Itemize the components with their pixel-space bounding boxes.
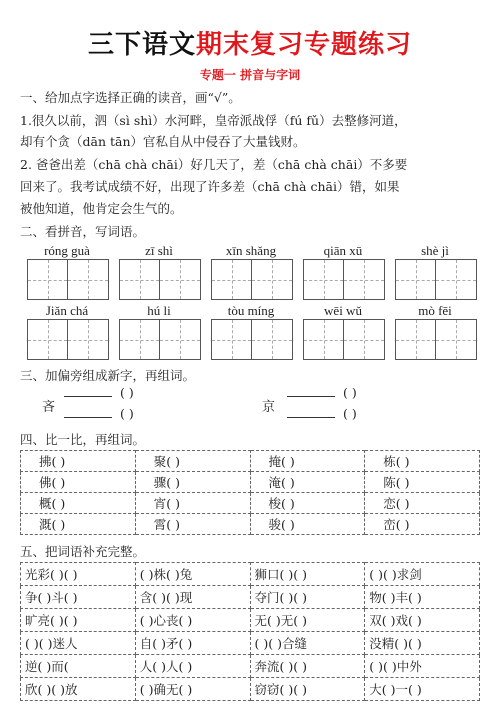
section5-heading: 五、把词语补充完整。 xyxy=(20,544,146,559)
table-row xyxy=(21,472,480,493)
pinyin: xīn shǎng xyxy=(225,243,277,258)
q1-line2: 却有个贪（dān tān）官私自从中侵吞了大量钱财。 xyxy=(20,134,306,149)
table-row xyxy=(21,586,480,609)
compare-cell[interactable]: 霄( ) xyxy=(135,514,250,535)
compare-cell[interactable]: 骏( ) xyxy=(250,514,365,535)
idiom-cell[interactable]: 狮口( )( ) xyxy=(250,563,365,586)
idiom-cell[interactable]: ( )确无( ) xyxy=(135,678,250,701)
compare-cell[interactable]: 淹( ) xyxy=(250,472,365,493)
section4-heading: 四、比一比，再组词。 xyxy=(20,432,146,447)
word-paren: ( ) xyxy=(120,385,134,400)
compare-cell[interactable]: 恋( ) xyxy=(365,493,480,514)
table-row xyxy=(21,493,480,514)
pinyin: hú li xyxy=(147,303,171,318)
writing-grid[interactable] xyxy=(119,259,201,300)
writing-grid[interactable] xyxy=(119,319,201,360)
writing-grid[interactable] xyxy=(303,319,385,360)
compose-row[interactable] xyxy=(64,405,134,421)
idiom-cell[interactable]: 夺门( )( ) xyxy=(250,586,365,609)
writing-grid[interactable] xyxy=(395,259,477,300)
writing-grid[interactable] xyxy=(27,259,109,300)
section3-heading: 三、加偏旁组成新字，再组词。 xyxy=(20,368,196,383)
compare-cell[interactable]: 峦( ) xyxy=(365,514,480,535)
compare-cell[interactable]: 陈( ) xyxy=(365,472,480,493)
compare-cell[interactable]: 掩( ) xyxy=(250,451,365,472)
idiom-cell[interactable]: 没精( )( ) xyxy=(365,632,480,655)
idiom-cell[interactable]: 双( )戏( ) xyxy=(365,609,480,632)
idiom-cell[interactable]: ( )株( )兔 xyxy=(135,563,250,586)
idiom-cell[interactable]: 物( )丰( ) xyxy=(365,586,480,609)
title-part-2: 期末复习专题练习 xyxy=(196,30,413,60)
compare-cell[interactable]: 宵( ) xyxy=(135,493,250,514)
idiom-cell[interactable]: ( )( )求剑 xyxy=(365,563,480,586)
idiom-cell[interactable]: 自( )矛( ) xyxy=(135,632,250,655)
word-paren: ( ) xyxy=(120,406,134,421)
idiom-cell[interactable]: 奔流( )( ) xyxy=(250,655,365,678)
idiom-cell[interactable]: 光彩( )( ) xyxy=(21,563,136,586)
writing-grid[interactable] xyxy=(395,319,477,360)
pinyin: tòu míng xyxy=(227,303,275,318)
title-part-1: 三下语文 xyxy=(87,30,196,60)
idiom-cell[interactable]: ( )( )迷人 xyxy=(21,632,136,655)
idiom-cell[interactable]: 旷亮( )( ) xyxy=(21,609,136,632)
idiom-cell[interactable]: 欣( )( )放 xyxy=(21,678,136,701)
compare-cell[interactable]: 梭( ) xyxy=(250,493,365,514)
compose-row[interactable] xyxy=(287,405,357,421)
writing-grid[interactable] xyxy=(211,259,293,300)
idiom-cell[interactable]: 争( )斗( ) xyxy=(21,586,136,609)
compare-cell[interactable]: 拂( ) xyxy=(21,451,136,472)
table-row xyxy=(21,655,480,678)
compose-row[interactable] xyxy=(287,384,357,400)
q1-line1: 1.很久以前，泗（sì shì）水河畔，皇帝派战俘（fú fǔ）去整修河道， xyxy=(20,113,407,128)
table-row xyxy=(21,609,480,632)
idiom-cell[interactable]: ( )心丧( ) xyxy=(135,609,250,632)
q2-line1: 2. 爸爸出差（chā chà chāi）好几天了，差（chā chà chāi）不多要 xyxy=(20,157,408,172)
pinyin: róng guà xyxy=(44,243,90,258)
idiom-cell[interactable]: 人( )人( ) xyxy=(135,655,250,678)
compare-cell[interactable]: 聚( ) xyxy=(135,451,250,472)
compare-cell[interactable]: 佛( ) xyxy=(21,472,136,493)
compare-table xyxy=(20,450,480,535)
pinyin: shè jì xyxy=(421,243,449,258)
page-title xyxy=(0,24,500,61)
pinyin: Jiǎn chá xyxy=(45,303,89,318)
subtitle: 专题一 拼音与字词 xyxy=(199,68,301,82)
q2-line2: 回来了。我考试成绩不好，出现了许多差（chā chà chāi）错，如果 xyxy=(20,179,400,194)
compare-cell[interactable]: 栋( ) xyxy=(365,451,480,472)
pinyin: mò fēi xyxy=(418,303,452,318)
idiom-cell[interactable]: 逆( )而( xyxy=(21,655,136,678)
idiom-cell[interactable]: ( )( )合缝 xyxy=(250,632,365,655)
word-paren: ( ) xyxy=(343,385,357,400)
word-paren: ( ) xyxy=(343,406,357,421)
pinyin: wēi wǔ xyxy=(324,303,362,318)
idiom-table xyxy=(20,562,480,701)
compare-cell[interactable]: 骤( ) xyxy=(135,472,250,493)
section1-heading: 一、给加点字选择正确的读音，画“√”。 xyxy=(20,90,241,105)
compare-cell[interactable]: 概( ) xyxy=(21,493,136,514)
pinyin: zī shì xyxy=(145,243,173,258)
writing-grid[interactable] xyxy=(303,259,385,300)
table-row xyxy=(21,451,480,472)
compose-row[interactable] xyxy=(64,384,134,400)
table-row xyxy=(21,514,480,535)
q2-line3: 被他知道，他肯定会生气的。 xyxy=(20,201,183,216)
table-row xyxy=(21,678,480,701)
base-char-2: 京 xyxy=(262,400,276,415)
writing-grid[interactable] xyxy=(27,319,109,360)
base-char-1: 吝 xyxy=(42,400,56,415)
pinyin: qiān xū xyxy=(323,243,363,258)
idiom-cell[interactable]: ( )( )中外 xyxy=(365,655,480,678)
idiom-cell[interactable]: 窃窃( )( ) xyxy=(250,678,365,701)
section2-heading: 二、看拼音，写词语。 xyxy=(20,224,146,239)
idiom-cell[interactable]: 无( )无( ) xyxy=(250,609,365,632)
idiom-cell[interactable]: 大( )一( ) xyxy=(365,678,480,701)
writing-grid[interactable] xyxy=(211,319,293,360)
idiom-cell[interactable]: 含( )( )现 xyxy=(135,586,250,609)
compare-cell[interactable]: 溉( ) xyxy=(21,514,136,535)
table-row xyxy=(21,632,480,655)
table-row xyxy=(21,563,480,586)
